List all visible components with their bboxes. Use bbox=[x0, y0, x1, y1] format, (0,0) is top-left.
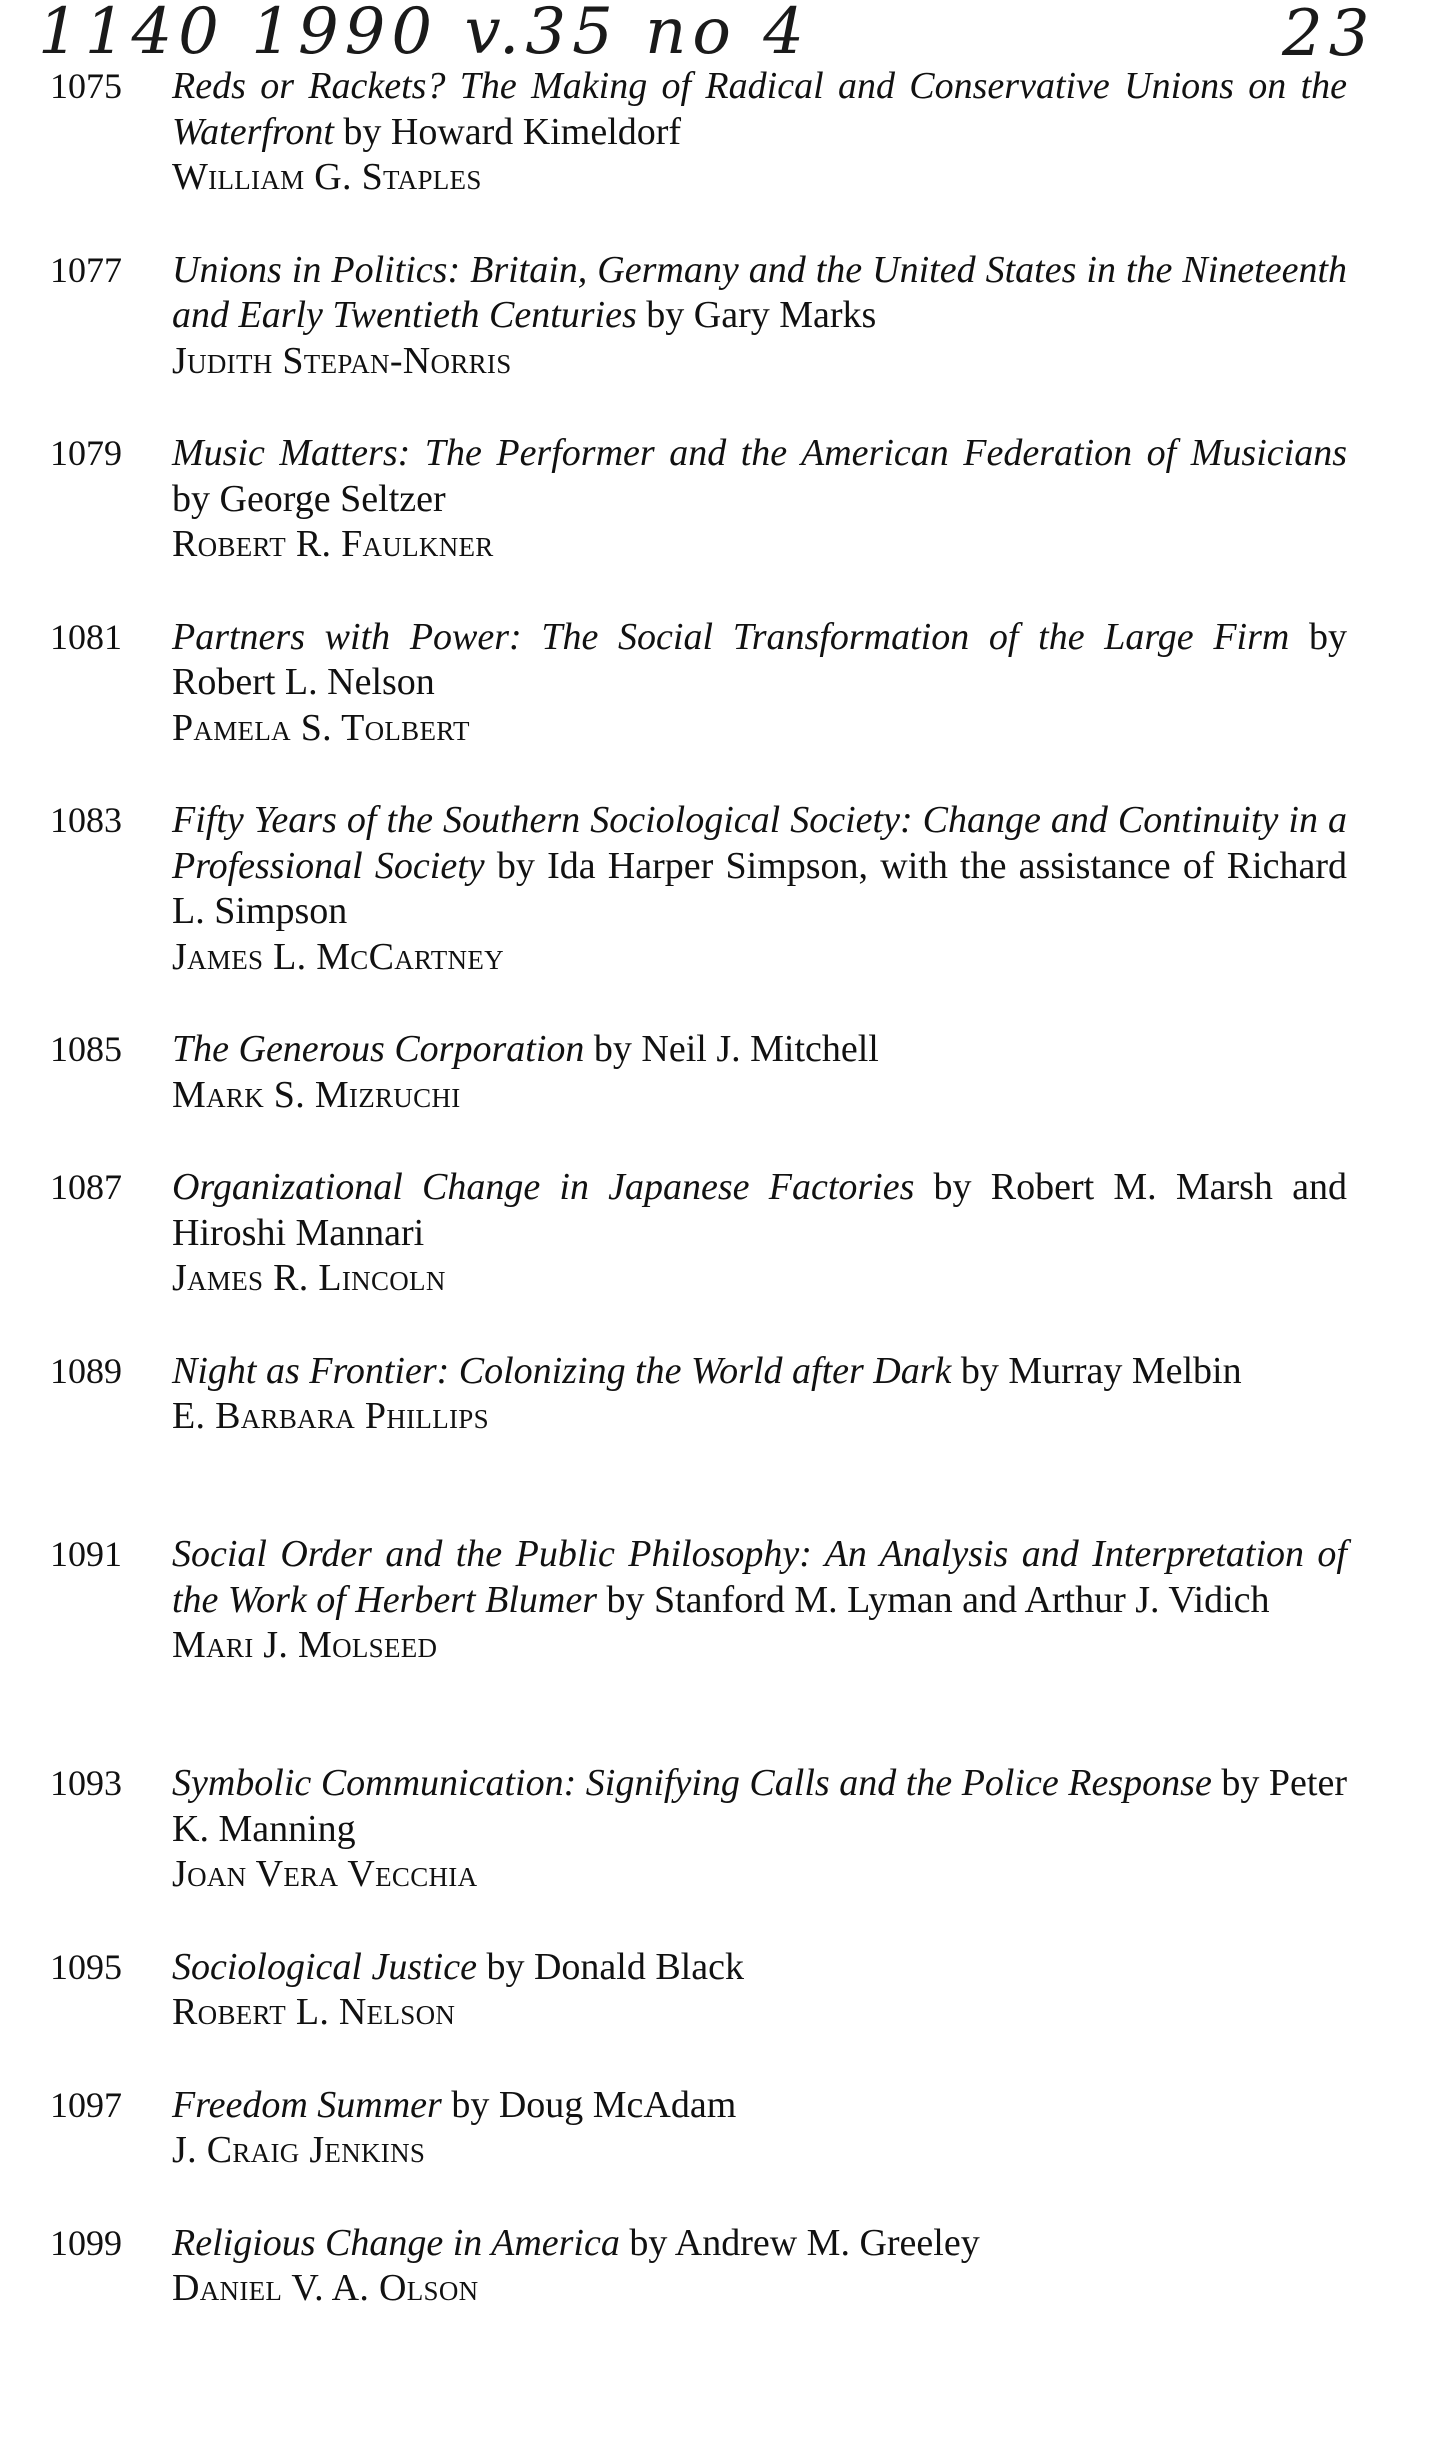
book-author: by Howard Kimeldorf bbox=[333, 110, 682, 153]
handwritten-annotation bbox=[0, 0, 1454, 70]
book-title: Night as Frontier: Colonizing the World after Dark bbox=[172, 1349, 952, 1392]
book-citation bbox=[172, 1761, 1347, 1852]
book-author: by Murray Melbin bbox=[951, 1349, 1242, 1392]
page-number: 1089 bbox=[50, 1350, 122, 1391]
review-entry bbox=[0, 615, 1454, 799]
review-entry bbox=[0, 1349, 1454, 1533]
entry-body bbox=[172, 1532, 1347, 1669]
reviewer-name: Pamela S. Tolbert bbox=[172, 706, 470, 749]
reviewer-name: J. Craig Jenkins bbox=[172, 2129, 426, 2171]
book-author: by Robert L. Nelson bbox=[172, 615, 1348, 703]
page-number: 1091 bbox=[50, 1534, 122, 1574]
reviewer-name: James L. McCartney bbox=[172, 935, 504, 978]
entry-body bbox=[172, 798, 1347, 980]
review-entry bbox=[0, 1165, 1454, 1349]
entry-body bbox=[172, 64, 1347, 201]
book-citation bbox=[172, 1165, 1347, 1256]
entry-body bbox=[172, 1165, 1347, 1302]
book-author: by Ida Harper Simpson, with the assistance of Richard L. Simpson bbox=[172, 844, 1347, 932]
book-citation bbox=[172, 2221, 1347, 2267]
page-number: 1083 bbox=[50, 800, 122, 840]
reviewer-name: Judith Stepan-Norris bbox=[172, 339, 512, 382]
page-number: 1077 bbox=[50, 249, 122, 290]
review-entry bbox=[0, 1532, 1454, 1761]
book-title: Freedom Summer bbox=[172, 2083, 442, 2126]
entry-body bbox=[172, 248, 1347, 385]
book-title: The Generous Corporation bbox=[172, 1028, 585, 1070]
review-entry bbox=[0, 2221, 1454, 2359]
book-citation bbox=[172, 431, 1347, 522]
page-number: 1093 bbox=[50, 1763, 122, 1803]
book-citation bbox=[172, 1532, 1347, 1623]
book-title: Music Matters: The Performer and the American Federation of Musicians bbox=[172, 432, 1347, 474]
book-citation bbox=[172, 248, 1347, 339]
entry-body bbox=[172, 431, 1347, 568]
review-entry bbox=[0, 2083, 1454, 2221]
handwritten-number: 23 bbox=[1282, 0, 1376, 71]
book-title: Sociological Justice bbox=[172, 1945, 477, 1988]
book-title: Organizational Change in Japanese Factories bbox=[172, 1166, 915, 1208]
review-list bbox=[0, 64, 1454, 2359]
review-entry bbox=[0, 1027, 1454, 1165]
book-author: by Donald Black bbox=[476, 1945, 744, 1988]
entry-body bbox=[172, 2083, 1347, 2174]
book-citation bbox=[172, 798, 1347, 935]
page-number: 1097 bbox=[50, 2084, 122, 2125]
book-author: by Robert M. Marsh and Hiroshi Mannari bbox=[172, 1166, 1347, 1254]
handwritten-call-number: 1140 1990 v.35 no 4 bbox=[38, 0, 810, 69]
book-citation bbox=[172, 2083, 1347, 2129]
book-author: by Gary Marks bbox=[636, 294, 877, 336]
book-citation bbox=[172, 1027, 1347, 1073]
page-number: 1095 bbox=[50, 1946, 122, 1987]
review-entry bbox=[0, 64, 1454, 248]
book-title: Unions in Politics: Britain, Germany and the United States in the Nineteenth and Early Twentieth Centuries bbox=[172, 248, 1347, 336]
book-author: by Stanford M. Lyman and Arthur J. Vidich bbox=[596, 1578, 1270, 1621]
book-citation bbox=[172, 1349, 1347, 1395]
page-number: 1075 bbox=[50, 66, 122, 106]
review-entry bbox=[0, 1761, 1454, 1945]
entry-body bbox=[172, 615, 1347, 752]
book-author: by Peter K. Manning bbox=[172, 1762, 1347, 1850]
book-title: Fifty Years of the Southern Sociological Society: Change and Continuity in a Professional Society bbox=[172, 799, 1347, 887]
reviewer-name: William G. Staples bbox=[172, 156, 482, 198]
review-entry bbox=[0, 248, 1454, 432]
book-author: by Doug McAdam bbox=[441, 2083, 737, 2126]
reviewer-name: Daniel V. A. Olson bbox=[172, 2267, 479, 2309]
reviewer-name: E. Barbara Phillips bbox=[172, 1395, 489, 1437]
book-author: by Andrew M. Greeley bbox=[619, 2221, 980, 2264]
reviewer-name: Robert L. Nelson bbox=[172, 1991, 456, 2033]
review-entry bbox=[0, 431, 1454, 615]
entry-body bbox=[172, 1761, 1347, 1898]
page-number: 1079 bbox=[50, 433, 122, 473]
book-title: Social Order and the Public Philosophy: An Analysis and Interpretation of the Work of Herbert Blumer bbox=[172, 1533, 1347, 1621]
entry-body bbox=[172, 2221, 1347, 2312]
reviewer-name: Mari J. Molseed bbox=[172, 1624, 438, 1666]
review-entry bbox=[0, 798, 1454, 1027]
reviewer-name: James R. Lincoln bbox=[172, 1257, 446, 1299]
page-number: 1099 bbox=[50, 2222, 122, 2263]
entry-body bbox=[172, 1349, 1347, 1440]
reviewer-name: Joan Vera Vecchia bbox=[172, 1853, 478, 1895]
book-author: by George Seltzer bbox=[172, 477, 446, 520]
book-title: Symbolic Communication: Signifying Calls and the Police Response bbox=[172, 1762, 1212, 1804]
book-title: Partners with Power: The Social Transformation of the Large Firm bbox=[172, 615, 1290, 658]
book-title: Religious Change in America bbox=[172, 2221, 620, 2264]
entry-body bbox=[172, 1027, 1347, 1118]
book-citation bbox=[172, 615, 1347, 706]
reviewer-name: Robert R. Faulkner bbox=[172, 523, 494, 565]
book-citation bbox=[172, 64, 1347, 155]
book-citation bbox=[172, 1945, 1347, 1991]
book-title: Reds or Rackets? The Making of Radical and Conservative Unions on the Waterfront bbox=[172, 65, 1347, 153]
reviewer-name: Mark S. Mizruchi bbox=[172, 1073, 461, 1116]
page-number: 1087 bbox=[50, 1167, 122, 1207]
page-number: 1085 bbox=[50, 1029, 122, 1069]
review-entry bbox=[0, 1945, 1454, 2083]
entry-body bbox=[172, 1945, 1347, 2036]
book-author: by Neil J. Mitchell bbox=[584, 1028, 879, 1070]
page-number: 1081 bbox=[50, 616, 122, 657]
